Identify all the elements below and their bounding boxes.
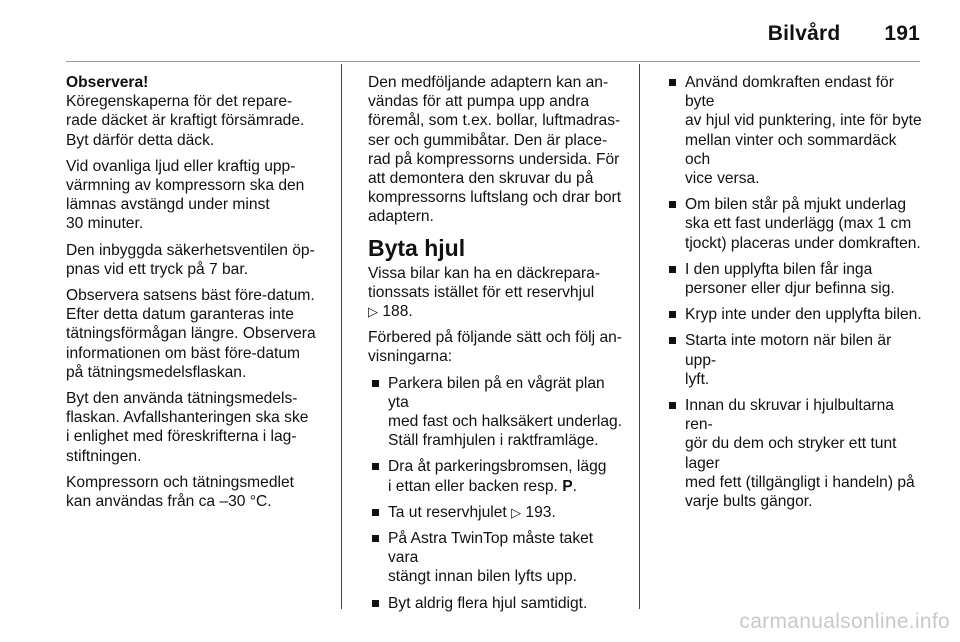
intro-text: Vissa bilar kan ha en däckrepara- tionssats istället för ett reservhjul: [368, 264, 601, 301]
paragraph: Vid ovanliga ljud eller kraftig upp- värmning av kompressorn ska den lämnas avstängd under minst 30 minuter.: [66, 157, 305, 233]
page-reference-arrow-icon: ▷: [368, 304, 378, 320]
list-item: Innan du skruvar i hjulbultarna ren- gör du dem och stryker ett tunt lager med fett (tillgängligt i handeln) på varje bults gängor.: [665, 396, 923, 511]
paragraph: Den medföljande adaptern kan an- vändas för att pumpa upp andra föremål, som t.ex. bollar, luftmadras- ser och gummibåtar. Den är place- rad på kompressorns undersida. För att demontera den skruvar du på kompressorns luftslang och drar bort adaptern.: [368, 74, 622, 226]
list-item: I den upplyfta bilen får inga personer eller djur befinna sig.: [665, 260, 923, 298]
note-title: Observera!: [66, 74, 149, 91]
paragraph: Byt den använda tätningsmedels- flaskan. Avfallshanteringen ska ske i enlighet med föreskrifterna i lag- stiftningen.: [66, 390, 309, 465]
paragraph: Förbered på följande sätt och följ an- visningarna:: [368, 329, 622, 366]
page-reference-link[interactable]: 188.: [382, 303, 413, 321]
column-right: [665, 73, 923, 518]
intro-paragraph: [368, 264, 626, 322]
list-item: På Astra TwinTop måste taket vara stängt innan bilen lyfts upp.: [368, 529, 626, 587]
column-middle: [368, 73, 626, 620]
page-reference-arrow-icon: ▷: [511, 504, 522, 520]
list-item: Starta inte motorn när bilen är upp- lyft.: [665, 331, 923, 389]
page-header: [40, 22, 920, 48]
list-item-end: .: [572, 477, 577, 495]
page-reference-link[interactable]: 193.: [525, 503, 556, 521]
header-rule: [66, 61, 920, 62]
section-title: Bilvård: [767, 22, 841, 45]
paragraph: Kompressorn och tätningsmedlet kan användas från ca –30 °C.: [66, 473, 294, 511]
column-divider-2: [639, 64, 640, 609]
column-divider-1: [341, 64, 342, 609]
list-item: Använd domkraften endast för byte av hjul vid punktering, inte för byte mellan vinter och sommardäck och vice versa.: [665, 73, 923, 188]
paragraph: Den inbyggda säkerhetsventilen öp- pnas vid ett tryck på 7 bar.: [66, 241, 315, 278]
list-item: [368, 457, 626, 495]
page-number: 191: [884, 22, 920, 45]
list-item: [368, 503, 626, 522]
list-item: Parkera bilen på en vågrät plan yta med fast och halksäkert underlag. Ställ framhjulen i raktframläge.: [368, 374, 626, 451]
bullet-list: [665, 73, 923, 511]
column-left: [66, 73, 324, 518]
watermark: carmanualsonline.info: [739, 610, 950, 633]
section-heading: Byta hjul: [368, 234, 466, 261]
list-item-text: Dra åt parkeringsbromsen, lägg i ettan eller backen resp.: [388, 458, 607, 495]
list-item: Byt aldrig flera hjul samtidigt.: [368, 594, 626, 613]
note-text: Köregenskaperna för det repare- rade däcket är kraftigt försämrade. Byt därför detta däck.: [66, 93, 305, 149]
list-item: Kryp inte under den upplyfta bilen.: [665, 305, 923, 324]
list-item: Om bilen står på mjukt underlag ska ett fast underlägg (max 1 cm tjockt) placeras under domkraften.: [665, 195, 923, 253]
list-item-text: Ta ut reservhjulet: [388, 503, 512, 521]
bullet-list: [368, 374, 626, 613]
gear-letter-p: P: [562, 477, 573, 495]
paragraph: Observera satsens bäst före-datum. Efter detta datum garanteras inte tätningsförmågan längre. Observera informationen om bäst före-datum på tätningsmedelsflaskan.: [66, 287, 316, 381]
